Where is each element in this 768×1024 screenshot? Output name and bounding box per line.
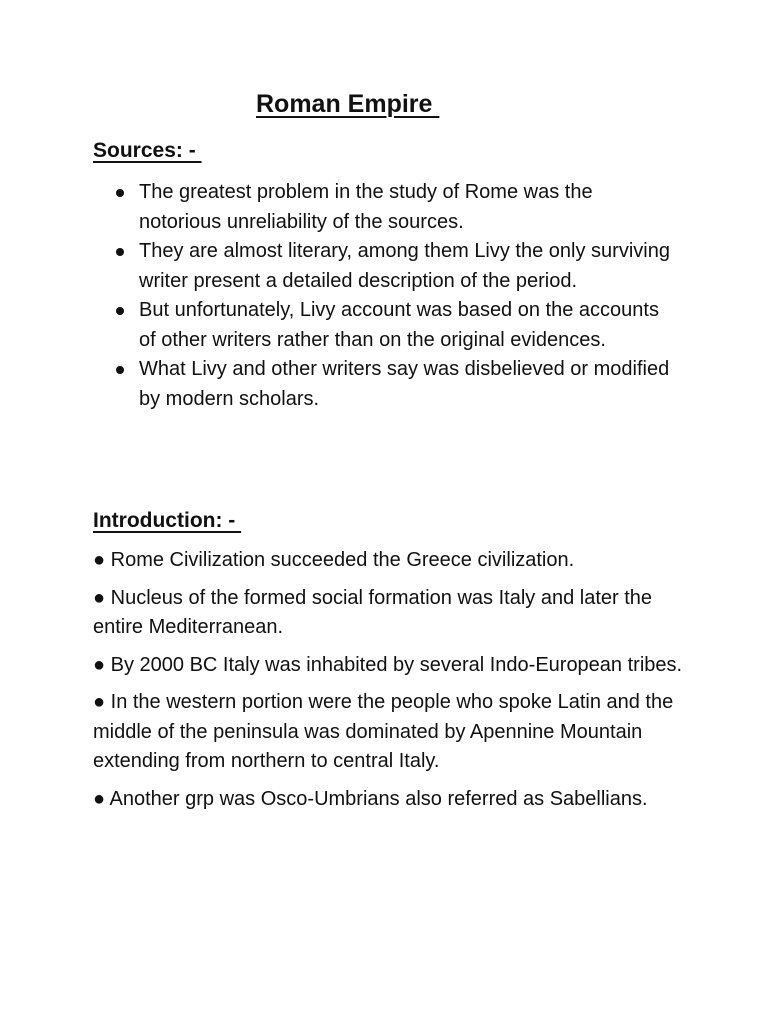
list-item: ● By 2000 BC Italy was inhabited by several Indo-European tribes. (93, 653, 683, 676)
list-item (114, 296, 674, 355)
list-item (114, 237, 674, 296)
sources-list (114, 178, 674, 414)
list-item: ● Another grp was Osco-Umbrians also referred as Sabellians. (93, 787, 648, 810)
bullet-icon (116, 307, 124, 315)
list-item-text: The greatest problem in the study of Rome was the notorious unreliability of the sources. (139, 181, 593, 233)
list-item: ● In the western portion were the people who spoke Latin and the middle of the peninsula was dominated by Apennine Mountain extending from northern to central Italy. (93, 691, 674, 772)
list-item: ● Rome Civilization succeeded the Greece civilization. (93, 549, 575, 571)
list-item-text: They are almost literary, among them Livy the only surviving writer present a detailed description of the period. (139, 240, 670, 292)
list-item (114, 178, 674, 237)
bullet-icon (116, 366, 124, 374)
bullet-icon (116, 189, 124, 197)
introduction-list (93, 546, 693, 822)
page-title: Roman Empire (256, 90, 440, 118)
list-item (114, 355, 674, 414)
list-item: ● Nucleus of the formed social formation was Italy and later the entire Mediterranean. (93, 586, 653, 638)
sources-heading: Sources: - (93, 139, 202, 162)
list-item-text: What Livy and other writers say was disbelieved or modified by modern scholars. (139, 358, 670, 410)
introduction-heading: Introduction: - (93, 509, 242, 532)
bullet-icon (116, 248, 124, 256)
list-item-text: But unfortunately, Livy account was based on the accounts of other writers rather than on the original evidences. (139, 299, 659, 351)
